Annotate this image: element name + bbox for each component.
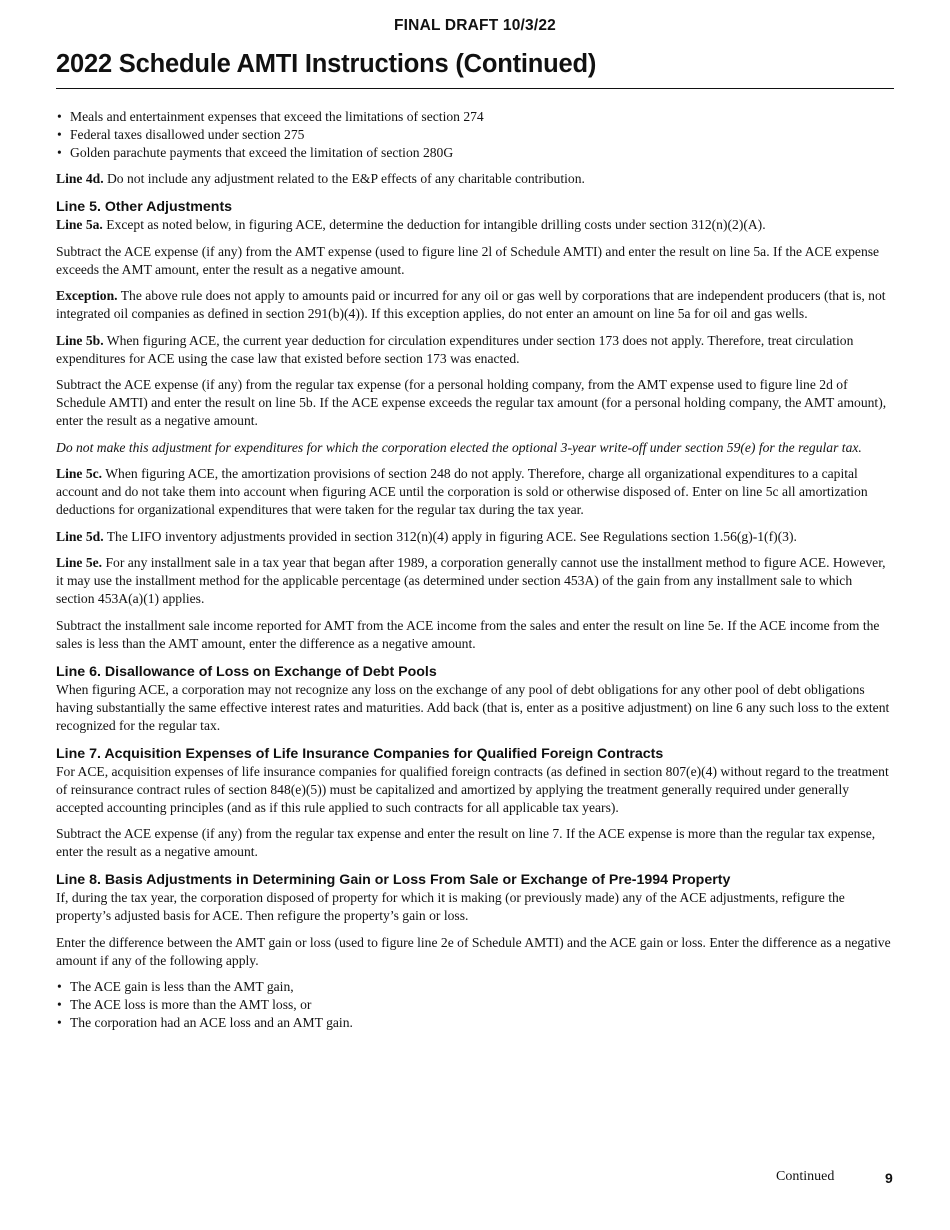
page-number: 9 (885, 1170, 893, 1186)
line-5c-paragraph (56, 465, 894, 519)
list-item: • The ACE loss is more than the AMT loss, or (56, 996, 894, 1014)
exception-text: The above rule does not apply to amounts paid or incurred for any oil or gas well by corporations that are independent producers (that is, not integrated oil companies as defined in section 291(b)(4)). If this exception applies, do not enter an amount on line 5a for oil and gas wells. (56, 288, 886, 321)
line-5a-paragraph (56, 216, 894, 234)
section-6-heading: Line 6. Disallowance of Loss on Exchange of Debt Pools (56, 663, 437, 680)
section-7-heading: Line 7. Acquisition Expenses of Life Insurance Companies for Qualified Foreign Contracts (56, 745, 664, 762)
section-7-paragraph: For ACE, acquisition expenses of life insurance companies for qualified foreign contracts (as defined in section 807(e)(4) without regard to the treatment of reinsurance contract rules of section 848(e)(5)) must be capitalized and amortized by applying the treatment generally required under generally accepted accounting principles (and as if this rule applied to such contracts for all applicable tax years). (56, 763, 889, 815)
line-5e-paragraph-2: Subtract the installment sale income reported for AMT from the ACE income from the sales and enter the result on line 5e. If the ACE income from the sales is less than the AMT amount, enter the difference as a negative amount. (56, 617, 880, 651)
line-5a-lead: Line 5a. (56, 217, 103, 232)
line-5c-lead: Line 5c. (56, 466, 103, 481)
line-4d-lead: Line 4d. (56, 171, 104, 186)
list-item: • Meals and entertainment expenses that exceed the limitations of section 274 (56, 108, 894, 126)
title-rule (56, 88, 894, 89)
line-5e-paragraph (56, 554, 894, 608)
line-5b-note: Do not make this adjustment for expenditures for which the corporation elected the optional 3-year write-off under section 59(e) for the regular tax. (56, 439, 862, 455)
section-8-list (56, 978, 894, 1032)
list-item: • The corporation had an ACE loss and an AMT gain. (56, 1014, 894, 1032)
line-4d-paragraph (56, 170, 894, 188)
line-5b-lead: Line 5b. (56, 332, 104, 348)
line-5a-paragraph-2: Subtract the ACE expense (if any) from the AMT expense (used to figure line 2l of Schedule AMTI) and enter the result on line 5a. If the ACE expense exceeds the AMT amount, enter the result as a negative amount. (56, 243, 880, 277)
line-5b-paragraph (56, 332, 894, 368)
line-5e-lead: Line 5e. (56, 555, 103, 570)
line-5d-paragraph (56, 528, 894, 546)
page-title: 2022 Schedule AMTI Instructions (Continued) (56, 50, 597, 78)
exception-paragraph (56, 287, 894, 323)
main-content (56, 108, 894, 1040)
section-7-paragraph-2: Subtract the ACE expense (if any) from the regular tax expense and enter the result on line 7. If the ACE expense is more than the regular tax expense, enter the result as a negative amount. (56, 826, 876, 859)
list-item: • The ACE gain is less than the AMT gain, (56, 978, 894, 996)
section-8-heading: Line 8. Basis Adjustments in Determining Gain or Loss From Sale or Exchange of Pre-1994 Property (56, 872, 731, 888)
line-5b-paragraph-2: Subtract the ACE expense (if any) from the regular tax expense (for a personal holding company, from the AMT expense used to figure line 2d of Schedule AMTI) and enter the result on line 5b. If the ACE expense exceeds the regular tax amount (for a personal holding company, the AMT amount), enter the result as a negative amount. (56, 377, 887, 428)
exception-lead: Exception. (56, 288, 118, 303)
section-6-paragraph: When figuring ACE, a corporation may not recognize any loss on the exchange of any pool of debt obligations for any other pool of debt obligations having substantially the same effective interest rates and maturities. Add back (that is, enter as a positive adjustment) on line 6 any such loss to the extent recognized for the regular tax. (56, 681, 890, 733)
draft-label: FINAL DRAFT 10/3/22 (394, 17, 556, 34)
line-5d-text: The LIFO inventory adjustments provided in section 312(n)(4) apply in figuring ACE. See Regulations section 1.56(g)-1(f)(3). (103, 528, 797, 544)
section-5-heading: Line 5. Other Adjustments (56, 199, 233, 215)
list-item: • Golden parachute payments that exceed the limitation of section 280G (56, 144, 894, 162)
line-5a-text: Except as noted below, in figuring ACE, determine the deduction for intangible drilling costs under section 312(n)(2)(A). (102, 217, 766, 232)
section-8-paragraph-2: Enter the difference between the AMT gain or loss (used to figure line 2e of Schedule AMTI) and the ACE gain or loss. Enter the difference as a negative amount if any of the following apply. (56, 934, 891, 968)
list-item: • Federal taxes disallowed under section 275 (56, 126, 894, 144)
line-5b-text: When figuring ACE, the current year deduction for circulation expenditures under section 173 does not apply. Therefore, treat circulation expenditures for ACE using the case law that existed before section 173 was enacted. (56, 332, 854, 366)
line-4d-text: Do not include any adjustment related to the E&P effects of any charitable contribution. (103, 171, 585, 186)
footer-continued: Continued (776, 1169, 835, 1184)
line-5c-text: When figuring ACE, the amortization provisions of section 248 do not apply. Therefore, charge all organizational expenditures to a capital account and do not take them into account when figuring ACE until the corporation is sold or otherwise disposed of. Enter on line 5c all amortization deductions for organizational expenditures that were taken for the regular tax during the tax year. (56, 466, 868, 517)
line-5e-text: For any installment sale in a tax year that began after 1989, a corporation generally cannot use the installment method to figure ACE. However, it may use the installment method for the applicable percentage (as determined under section 453A) of the gain from any installment sale to which section 453A(a)(1) applies. (56, 555, 886, 606)
section-8-paragraph: If, during the tax year, the corporation disposed of property for which it is making (or previously made) any of the ACE adjustments, refigure the property’s adjusted basis for ACE. Then refigure the property’s gain or loss. (56, 890, 845, 923)
intro-list (56, 108, 894, 162)
line-5d-lead: Line 5d. (56, 528, 104, 544)
